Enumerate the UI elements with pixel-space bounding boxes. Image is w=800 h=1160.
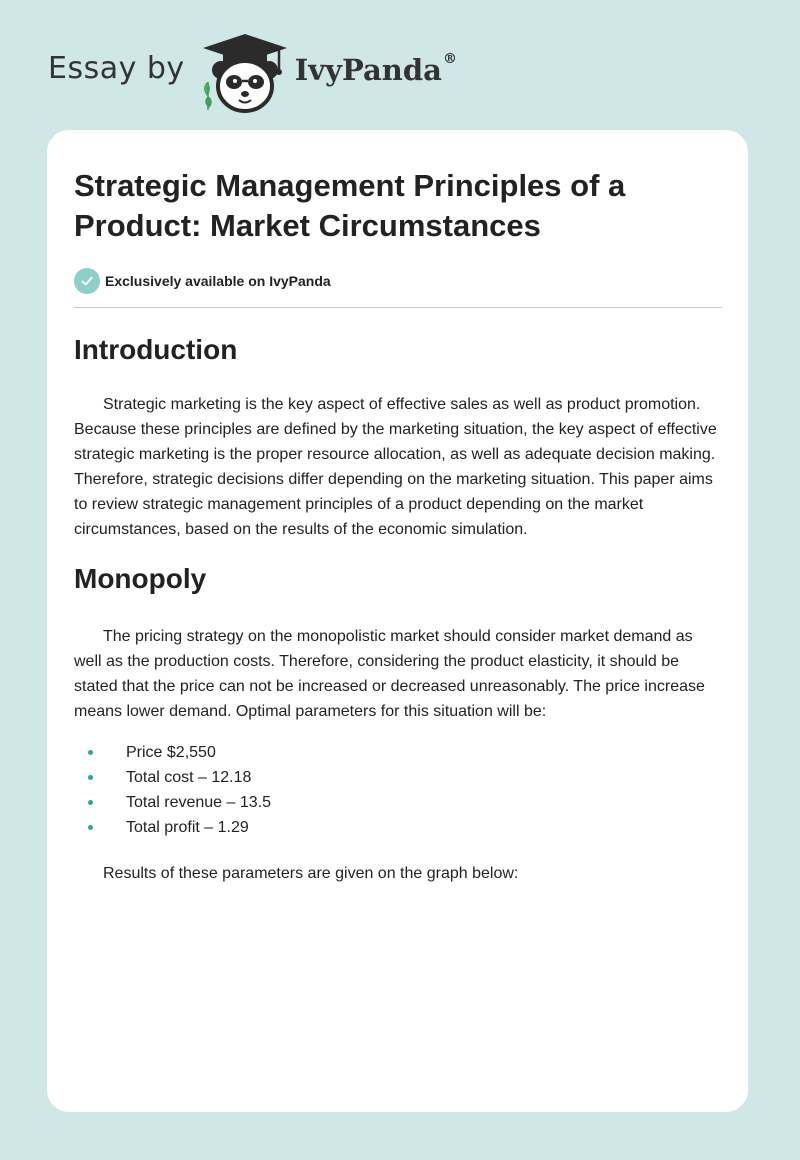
bullet-icon (88, 800, 93, 805)
title-divider (74, 307, 722, 308)
list-item (88, 790, 722, 815)
brand-name[interactable]: IvyPanda® (294, 51, 457, 87)
list-item (88, 815, 722, 840)
panda-graduate-logo-icon[interactable] (199, 30, 291, 114)
section-monopoly (74, 562, 722, 886)
results-paragraph: Results of these parameters are given on the graph below: (103, 865, 519, 882)
list-item-text: Total profit – 1.29 (126, 818, 249, 836)
essay-card (47, 130, 748, 1112)
exclusive-badge (74, 268, 722, 294)
list-item-text: Total revenue – 13.5 (126, 793, 271, 811)
article-title: Strategic Management Principles of a Product: Market Circumstances (74, 168, 626, 243)
bullet-icon (88, 750, 93, 755)
check-icon (74, 268, 100, 294)
registered-mark: ® (442, 51, 457, 67)
exclusive-label: Exclusively available on IvyPanda (105, 273, 331, 289)
section-heading-monopoly: Monopoly (74, 563, 207, 594)
monopoly-paragraph: The pricing strategy on the monopolistic market should consider market demand as well as the production costs. Therefore, considering the product elasticity, it should be stated that the price can not be increased or decreased unreasonably. The price increase means lower demand. Optimal parameters for this situation will be: (74, 628, 705, 720)
introduction-paragraph: Strategic marketing is the key aspect of effective sales as well as product promotion. Because these principles are defined by the marketing situation, the key aspect of effective strategic marketing is the proper resource allocation, as well as adequate decision making. Therefore, strategic decisions differ depending on the marketing situation. This paper aims to review strategic management principles of a product depending on the market circumstances, based on the results of the economic simulation. (74, 396, 717, 538)
list-item (88, 765, 722, 790)
essay-by-label: Essay by (48, 50, 185, 86)
list-item-text: Price $2,550 (126, 743, 216, 761)
bullet-icon (88, 825, 93, 830)
parameter-list (88, 740, 722, 840)
section-heading-introduction: Introduction (74, 334, 238, 365)
list-item (88, 740, 722, 765)
section-introduction (74, 333, 722, 542)
site-header (48, 30, 457, 114)
list-item-text: Total cost – 12.18 (126, 768, 252, 786)
bullet-icon (88, 775, 93, 780)
